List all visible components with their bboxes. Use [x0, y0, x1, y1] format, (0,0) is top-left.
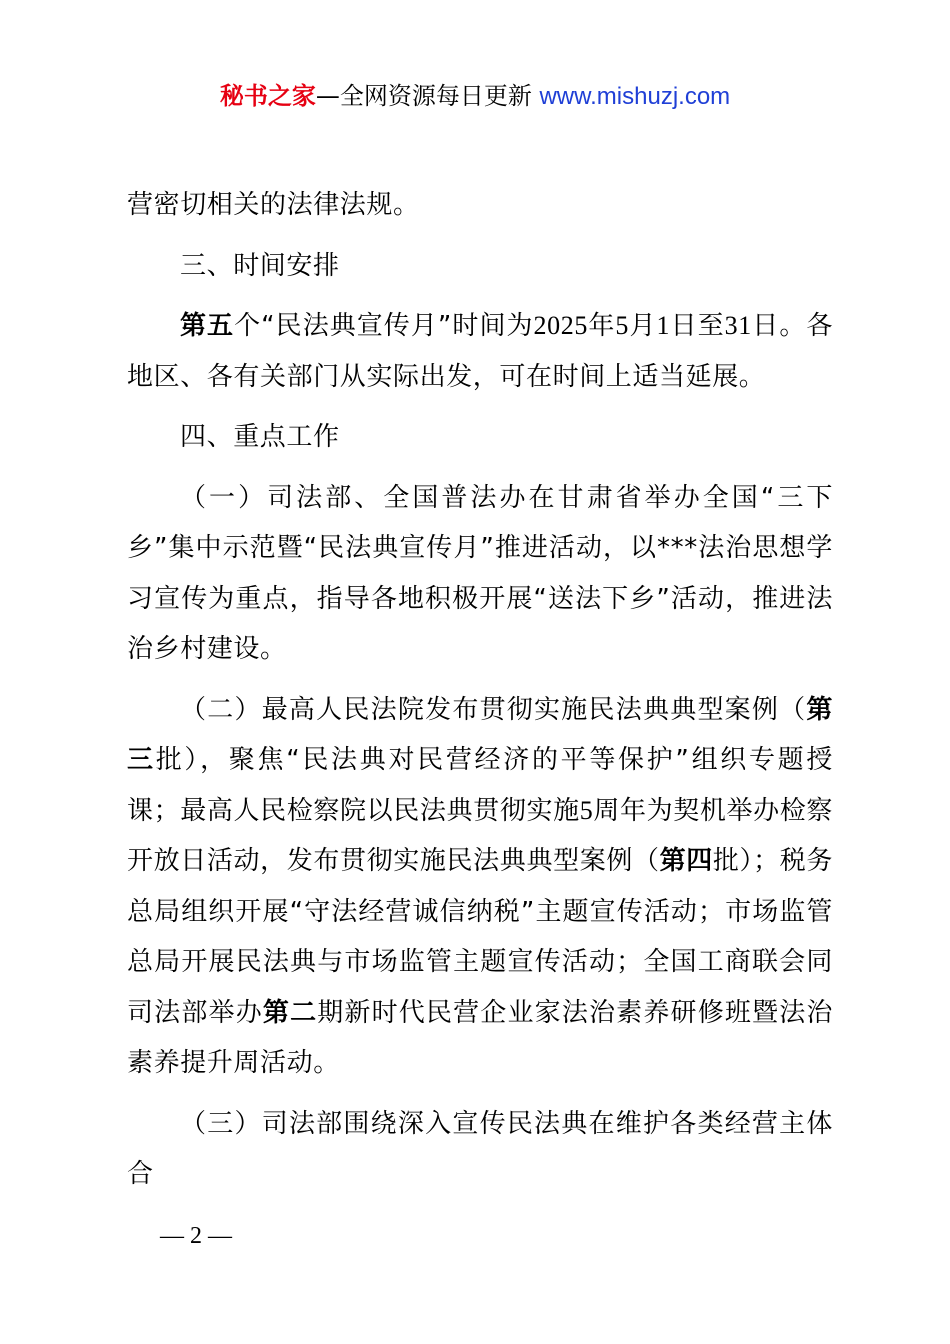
bold-text: 第五	[180, 311, 235, 341]
site-url-link[interactable]: www.mishuzj.com	[539, 83, 731, 110]
paragraph-continuation: 营密切相关的法律法规。	[127, 190, 420, 220]
section-heading-key-work: 四、重点工作	[180, 422, 340, 452]
paragraph-schedule: 第五个“民法典宣传月”时间为2025年5月1日至31日。各地区、各有关部门从实际出发，可在时间上适当延展。	[127, 311, 833, 392]
paragraph-item-1: （一）司法部、全国普法办在甘肃省举办全国“三下乡”集中示范暨“民法典宣传月”推进活动，以***法治思想学习宣传为重点，指导各地积极开展“送法下乡”活动，推进法治乡村建设。	[127, 482, 833, 664]
document-body	[127, 180, 833, 1200]
bold-text: 第二	[262, 997, 318, 1028]
bold-text: 第三	[127, 694, 833, 775]
site-header	[0, 78, 950, 115]
site-brand: 秘书之家	[219, 82, 316, 110]
site-tagline: —全网资源每日更新	[315, 82, 540, 110]
paragraph-item-2: （二）最高人民法院发布贯彻实施民法典典型案例（第三批），聚焦“民法典对民营经济的平等保护”组织专题授课；最高人民检察院以民法典贯彻实施5周年为契机举办检察开放日活动，发布贯彻实施民法典典型案例（第四批）；税务总局组织开展“守法经营诚信纳税”主题宣传活动；市场监管总局开展民法典与市场监管主题宣传活动；全国工商联会同司法部举办第二期新时代民营企业家法治素养研修班暨法治素养提升周活动。	[127, 694, 834, 1078]
paragraph-item-3: （三）司法部围绕深入宣传民法典在维护各类经营主体合	[127, 1108, 833, 1189]
page-number: — 2 —	[160, 1223, 232, 1249]
bold-text: 第四	[659, 846, 713, 876]
section-heading-schedule: 三、时间安排	[180, 250, 340, 281]
